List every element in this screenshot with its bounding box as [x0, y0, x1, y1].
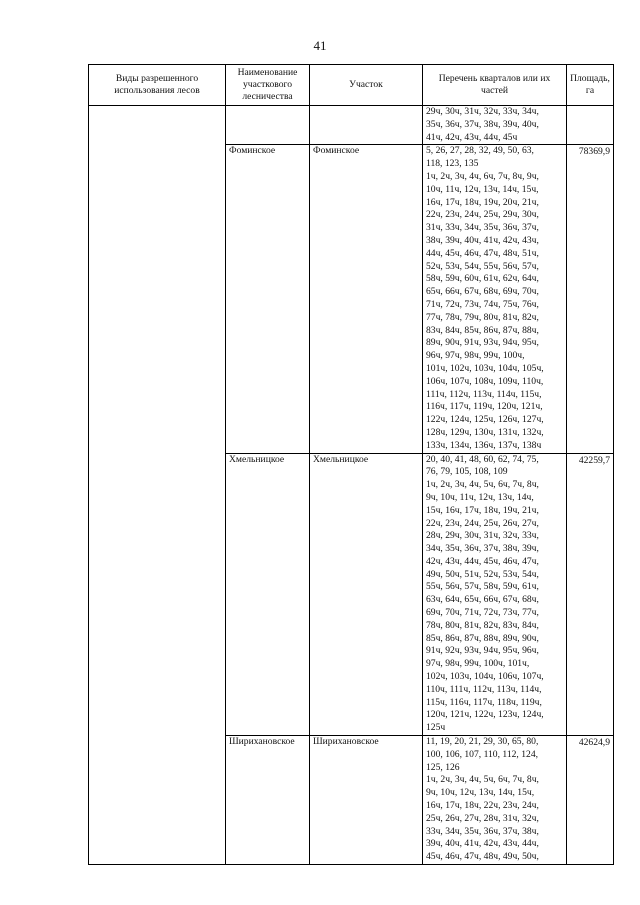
quarters-line: 122ч, 124ч, 125ч, 126ч, 127ч, — [426, 414, 544, 426]
use-type-cell — [89, 106, 226, 865]
area-cell — [567, 736, 614, 865]
area-value: 42624,9 — [578, 737, 610, 749]
quarters-line: 125, 126 — [426, 761, 460, 773]
quarters-line: 20, 40, 41, 48, 60, 62, 74, 75, — [426, 453, 539, 465]
quarters-line: 10ч, 11ч, 12ч, 13ч, 14ч, 15ч, — [426, 183, 539, 195]
forestry-cell: Хмельницкое — [226, 453, 310, 736]
quarters-line: 11, 19, 20, 21, 29, 30, 65, 80, — [426, 736, 539, 748]
quarters-line: 15ч, 16ч, 17ч, 18ч, 19ч, 21ч, — [426, 504, 539, 516]
quarters-line: 77ч, 78ч, 79ч, 80ч, 81ч, 82ч, — [426, 311, 539, 323]
quarters-line: 65ч, 66ч, 67ч, 68ч, 69ч, 70ч, — [426, 286, 539, 298]
quarters-line: 22ч, 23ч, 24ч, 25ч, 29ч, 30ч, — [426, 209, 539, 221]
page-number: 41 — [313, 38, 327, 53]
quarters-line: 111ч, 112ч, 113ч, 114ч, 115ч, — [426, 388, 542, 400]
quarters-line: 33ч, 34ч, 35ч, 36ч, 37ч, 38ч, — [426, 825, 539, 837]
quarters-line: 133ч, 134ч, 136ч, 137ч, 138ч — [426, 439, 542, 451]
quarters-line: 39ч, 40ч, 41ч, 42ч, 43ч, 44ч, — [426, 838, 539, 850]
quarters-line: 35ч, 36ч, 37ч, 38ч, 39ч, 40ч, — [426, 118, 539, 130]
quarters-cell — [423, 106, 567, 145]
forestry-cell: Фоминское — [226, 145, 310, 453]
section-cell: Ширихановское — [310, 736, 423, 865]
quarters-line: 34ч, 35ч, 36ч, 37ч, 38ч, 39ч, — [426, 543, 539, 555]
quarters-line: 100, 106, 107, 110, 112, 124, — [426, 748, 539, 760]
quarters-line: 25ч, 26ч, 27ч, 28ч, 31ч, 32ч, — [426, 812, 539, 824]
quarters-line: 97ч, 98ч, 99ч, 100ч, 101ч, — [426, 658, 530, 670]
section-cell: Хмельницкое — [310, 453, 423, 736]
quarters-cell — [423, 453, 567, 736]
quarters-line: 101ч, 102ч, 103ч, 104ч, 105ч, — [426, 362, 544, 374]
header-area: Площадь, га — [567, 65, 614, 106]
quarters-line: 44ч, 45ч, 46ч, 47ч, 48ч, 51ч, — [426, 247, 539, 259]
quarters-cell — [423, 145, 567, 453]
quarters-line: 106ч, 107ч, 108ч, 109ч, 110ч, — [426, 375, 544, 387]
quarters-line: 52ч, 53ч, 54ч, 55ч, 56ч, 57ч, — [426, 260, 539, 272]
quarters-line: 55ч, 56ч, 57ч, 58ч, 59ч, 61ч, — [426, 581, 539, 593]
quarters-line: 89ч, 90ч, 91ч, 93ч, 94ч, 95ч, — [426, 337, 539, 349]
quarters-line: 128ч, 129ч, 130ч, 131ч, 132ч, — [426, 426, 544, 438]
quarters-cell — [423, 736, 567, 865]
quarters-line: 38ч, 39ч, 40ч, 41ч, 42ч, 43ч, — [426, 234, 539, 246]
table-header-row — [89, 65, 614, 106]
quarters-line: 102ч, 103ч, 104ч, 106ч, 107ч, — [426, 671, 544, 683]
quarters-line: 9ч, 10ч, 12ч, 13ч, 14ч, 15ч, — [426, 787, 535, 799]
quarters-line: 28ч, 29ч, 30ч, 31ч, 32ч, 33ч, — [426, 530, 539, 542]
quarters-line: 85ч, 86ч, 87ч, 88ч, 89ч, 90ч, — [426, 632, 539, 644]
header-use-type: Виды разрешенного использования лесов — [89, 65, 226, 106]
area-cell — [567, 106, 614, 145]
area-cell — [567, 453, 614, 736]
quarters-line: 42ч, 43ч, 44ч, 45ч, 46ч, 47ч, — [426, 555, 539, 567]
section-cell: Фоминское — [310, 145, 423, 453]
quarters-line: 69ч, 70ч, 71ч, 72ч, 73ч, 77ч, — [426, 607, 539, 619]
quarters-line: 16ч, 17ч, 18ч, 19ч, 20ч, 21ч, — [426, 196, 539, 208]
quarters-line: 1ч, 2ч, 3ч, 4ч, 5ч, 6ч, 7ч, 8ч, — [426, 479, 539, 491]
quarters-line: 91ч, 92ч, 93ч, 94ч, 95ч, 96ч, — [426, 645, 539, 657]
quarters-line: 22ч, 23ч, 24ч, 25ч, 26ч, 27ч, — [426, 517, 539, 529]
section-cell — [310, 106, 423, 145]
quarters-line: 118, 123, 135 — [426, 158, 479, 170]
quarters-line: 71ч, 72ч, 73ч, 74ч, 75ч, 76ч, — [426, 298, 539, 310]
area-value: 42259,7 — [578, 454, 610, 466]
header-section: Участок — [310, 65, 423, 106]
quarters-line: 31ч, 33ч, 34ч, 35ч, 36ч, 37ч, — [426, 222, 539, 234]
quarters-line: 49ч, 50ч, 51ч, 52ч, 53ч, 54ч, — [426, 568, 539, 580]
header-quarters: Перечень кварталов или их частей — [423, 65, 567, 106]
quarters-line: 63ч, 64ч, 65ч, 66ч, 67ч, 68ч, — [426, 594, 539, 606]
quarters-line: 78ч, 80ч, 81ч, 82ч, 83ч, 84ч, — [426, 619, 539, 631]
quarters-line: 45ч, 46ч, 47ч, 48ч, 49ч, 50ч, — [426, 851, 539, 863]
quarters-line: 41ч, 42ч, 43ч, 44ч, 45ч — [426, 131, 518, 143]
area-value: 78369,9 — [578, 146, 610, 158]
quarters-line: 76, 79, 105, 108, 109 — [426, 466, 508, 478]
quarters-line: 120ч, 121ч, 122ч, 123ч, 124ч, — [426, 709, 544, 721]
quarters-line: 116ч, 117ч, 119ч, 120ч, 121ч, — [426, 401, 543, 413]
quarters-line: 110ч, 111ч, 112ч, 113ч, 114ч, — [426, 683, 542, 695]
quarters-line: 16ч, 17ч, 18ч, 22ч, 23ч, 24ч, — [426, 800, 539, 812]
forestry-cell: Ширихановское — [226, 736, 310, 865]
quarters-line: 115ч, 116ч, 117ч, 118ч, 119ч, — [426, 696, 542, 708]
forest-quarters-table — [88, 64, 614, 865]
quarters-line: 58ч, 59ч, 60ч, 61ч, 62ч, 64ч, — [426, 273, 539, 285]
area-cell — [567, 145, 614, 453]
quarters-line: 96ч, 97ч, 98ч, 99ч, 100ч, — [426, 350, 525, 362]
header-forestry: Наименование участкового лесничества — [226, 65, 310, 106]
table-row — [89, 106, 614, 145]
forestry-cell — [226, 106, 310, 145]
quarters-line: 125ч — [426, 722, 446, 734]
quarters-line: 9ч, 10ч, 11ч, 12ч, 13ч, 14ч, — [426, 491, 534, 503]
table-body — [89, 106, 614, 865]
quarters-line: 29ч, 30ч, 31ч, 32ч, 33ч, 34ч, — [426, 106, 539, 117]
quarters-line: 5, 26, 27, 28, 32, 49, 50, 63, — [426, 145, 534, 157]
quarters-line: 83ч, 84ч, 85ч, 86ч, 87ч, 88ч, — [426, 324, 539, 336]
quarters-line: 1ч, 2ч, 3ч, 4ч, 6ч, 7ч, 8ч, 9ч, — [426, 170, 539, 182]
quarters-line: 1ч, 2ч, 3ч, 4ч, 5ч, 6ч, 7ч, 8ч, — [426, 774, 539, 786]
